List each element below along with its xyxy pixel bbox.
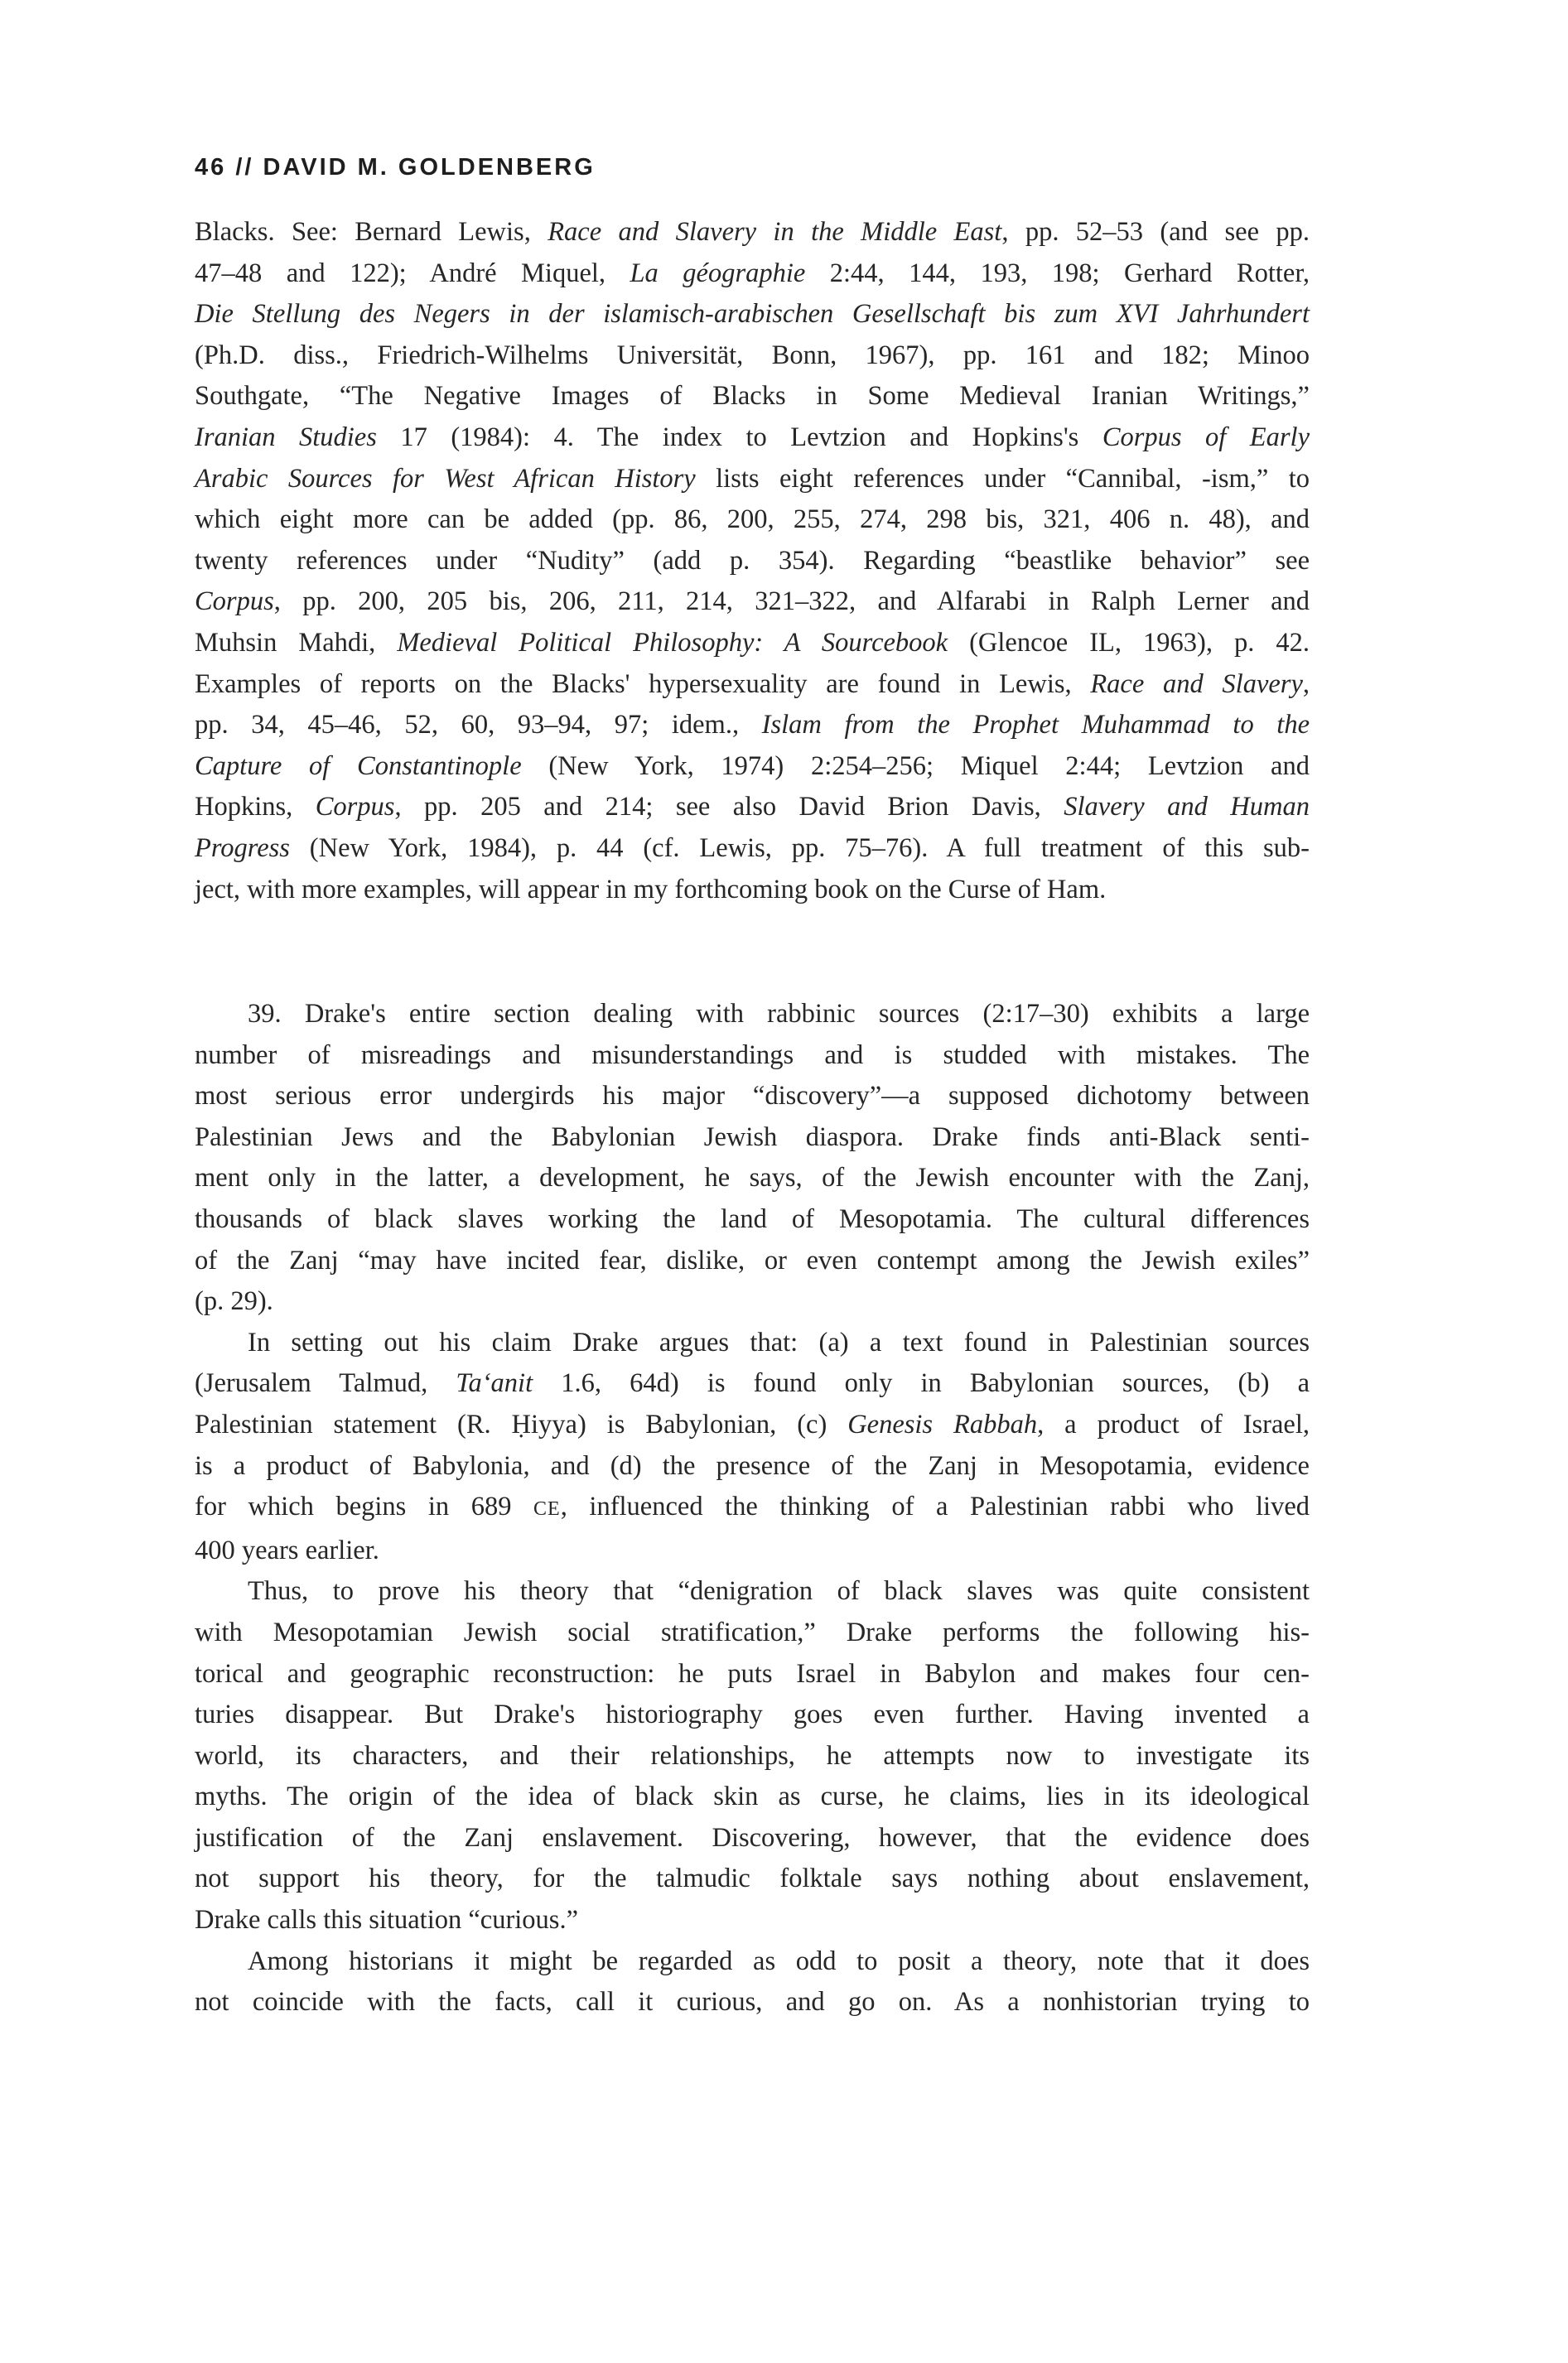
text-line xyxy=(195,1982,1310,2023)
text-line xyxy=(195,335,1310,377)
text-segment: In setting out his claim Drake argues that: (a) a text found in Palestinian sources xyxy=(248,1327,1310,1358)
text-segment: myths. The origin of the idea of black skin as curse, he claims, lies in its ideological xyxy=(195,1782,1310,1812)
text-segment: ject, with more examples, will appear in my forthcoming book on the Curse of Ham. xyxy=(195,874,1107,904)
text-line xyxy=(195,787,1310,828)
text-line xyxy=(195,746,1310,788)
text-line xyxy=(195,1035,1310,1077)
text-segment: , pp. 205 and 214; see also David Brion Davis, xyxy=(394,792,1064,822)
text-line xyxy=(195,623,1310,664)
text-line xyxy=(195,1777,1310,1818)
text-segment: , xyxy=(1302,668,1310,699)
italic-text: Corpus xyxy=(195,586,274,617)
italic-text: Iranian Studies xyxy=(195,422,377,452)
italic-text: Race and Slavery xyxy=(1090,668,1303,699)
text-segment: is a product of Babylonia, and (d) the presence of the Zanj in Mesopotamia, evidence xyxy=(195,1450,1310,1481)
text-segment: , influenced the thinking of a Palestinian rabbi who lived xyxy=(560,1492,1310,1522)
text-segment: number of misreadings and misunderstandings and is studded with mistakes. The xyxy=(195,1039,1310,1070)
text-line xyxy=(195,994,1310,1035)
text-segment: Drake calls this situation “curious.” xyxy=(195,1905,578,1936)
text-segment: Hopkins, xyxy=(195,792,316,822)
running-header xyxy=(195,154,596,181)
text-segment: not coincide with the facts, call it curious, and go on. As a nonhistorian trying to xyxy=(195,1987,1310,2018)
text-segment: world, its characters, and their relationships, he attempts now to investigate its xyxy=(195,1740,1310,1771)
text-segment: with Mesopotamian Jewish social stratification,” Drake performs the following his- xyxy=(195,1617,1310,1647)
italic-text: Islam from the Prophet Muhammad to the xyxy=(761,710,1310,740)
text-line xyxy=(195,1117,1310,1159)
text-line xyxy=(195,541,1310,582)
text-line xyxy=(195,1695,1310,1736)
text-segment: Palestinian statement (R. Ḥiyya) is Babylonian, (c) xyxy=(195,1409,848,1440)
italic-text: Die Stellung des Negers in der islamisch-arabischen Gesellschaft bis zum XVI Jahrhundert xyxy=(195,299,1310,330)
text-segment: Blacks. See: Bernard Lewis, xyxy=(195,217,548,247)
text-line xyxy=(195,1818,1310,1859)
text-segment: thousands of black slaves working the land of Mesopotamia. The cultural differences xyxy=(195,1203,1310,1234)
text-segment: Southgate, “The Negative Images of Blacks in Some Medieval Iranian Writings,” xyxy=(195,381,1310,412)
text-segment: Palestinian Jews and the Babylonian Jewish diaspora. Drake finds anti-Black senti- xyxy=(195,1121,1310,1152)
text-line xyxy=(195,499,1310,541)
italic-text: La géographie xyxy=(630,258,806,288)
text-segment: for which begins in 689 xyxy=(195,1492,534,1522)
text-segment: Muhsin Mahdi, xyxy=(195,627,398,658)
text-line xyxy=(195,1281,1310,1323)
text-line xyxy=(195,1859,1310,1900)
text-line xyxy=(195,417,1310,459)
text-segment: (p. 29). xyxy=(195,1286,273,1317)
text-segment: most serious error undergirds his major “discovery”—a supposed dichotomy between xyxy=(195,1081,1310,1112)
text-line xyxy=(195,828,1310,870)
italic-text: Arabic Sources for West African History xyxy=(195,463,696,494)
text-line xyxy=(195,581,1310,623)
text-line xyxy=(195,459,1310,500)
text-line xyxy=(195,1241,1310,1282)
italic-text: Medieval Political Philosophy: A Sourcebook xyxy=(397,627,948,658)
text-segment: Examples of reports on the Blacks' hypersexuality are found in Lewis, xyxy=(195,668,1091,699)
text-segment: 39. Drake's entire section dealing with rabbinic sources (2:17–30) exhibits a large xyxy=(248,999,1310,1029)
text-segment: (New York, 1974) 2:254–256; Miquel 2:44; Levtzion and xyxy=(521,750,1310,781)
footnote-38-continuation xyxy=(195,212,1310,910)
author-name: DAVID M. GOLDENBERG xyxy=(263,154,596,181)
text-line xyxy=(195,1900,1310,1941)
text-line xyxy=(195,1941,1310,1983)
paragraph xyxy=(195,1323,1310,1572)
text-line xyxy=(195,1654,1310,1695)
text-line xyxy=(195,664,1310,706)
paragraph xyxy=(195,1571,1310,1941)
text-segment: pp. 34, 45–46, 52, 60, 93–94, 97; idem., xyxy=(195,710,762,740)
text-line xyxy=(195,1076,1310,1117)
footnote-39 xyxy=(195,994,1310,2023)
text-line xyxy=(195,376,1310,417)
text-segment: (Ph.D. diss., Friedrich-Wilhelms Universität, Bonn, 1967), pp. 161 and 182; Minoo xyxy=(195,340,1310,370)
text-segment: 1.6, 64d) is found only in Babylonian sources, (b) a xyxy=(533,1368,1310,1399)
text-line xyxy=(195,705,1310,746)
text-line xyxy=(195,1446,1310,1488)
text-segment: Among historians it might be regarded as odd to posit a theory, note that it does xyxy=(248,1946,1310,1976)
text-segment: 17 (1984): 4. The index to Levtzion and Hopkins's xyxy=(376,422,1102,452)
text-segment: not support his theory, for the talmudic folktale says nothing about enslavement, xyxy=(195,1864,1310,1894)
text-line xyxy=(195,212,1310,253)
italic-text: Genesis Rabbah xyxy=(847,1409,1038,1440)
text-line xyxy=(195,1405,1310,1446)
text-segment: ment only in the latter, a development, he says, of the Jewish encounter with the Zanj, xyxy=(195,1163,1310,1194)
paragraph xyxy=(195,994,1310,1323)
text-segment: 47–48 and 122); André Miquel, xyxy=(195,258,630,288)
text-segment: , pp. 200, 205 bis, 206, 211, 214, 321–322, and Alfarabi in Ralph Lerner and xyxy=(273,586,1310,617)
text-line xyxy=(195,1571,1310,1613)
text-segment: torical and geographic reconstruction: he puts Israel in Babylon and makes four cen- xyxy=(195,1658,1310,1689)
italic-text: Race and Slavery in the Middle East xyxy=(548,217,1002,247)
text-segment: lists eight references under “Cannibal, -ism,” to xyxy=(695,463,1310,494)
italic-text: Capture of Constantinople xyxy=(195,750,522,781)
text-line xyxy=(195,1199,1310,1241)
text-segment: , a product of Israel, xyxy=(1037,1409,1310,1440)
text-line xyxy=(195,1613,1310,1654)
text-segment: CE xyxy=(533,1498,561,1521)
text-segment: justification of the Zanj enslavement. Discovering, however, that the evidence does xyxy=(195,1822,1310,1853)
text-line xyxy=(195,1736,1310,1777)
text-segment: 2:44, 144, 193, 198; Gerhard Rotter, xyxy=(805,258,1310,288)
text-line xyxy=(195,1363,1310,1405)
header-separator: // xyxy=(235,154,254,181)
italic-text: Progress xyxy=(195,832,290,863)
text-line xyxy=(195,1323,1310,1364)
text-line xyxy=(195,1531,1310,1572)
text-line xyxy=(195,1158,1310,1199)
text-segment: 400 years earlier. xyxy=(195,1535,379,1565)
text-segment: (Jerusalem Talmud, xyxy=(195,1368,456,1399)
text-segment: twenty references under “Nudity” (add p. 354). Regarding “beastlike behavior” see xyxy=(195,545,1310,576)
italic-text: Slavery and Human xyxy=(1064,792,1310,822)
italic-text: Corpus of Early xyxy=(1102,422,1310,452)
text-line xyxy=(195,253,1310,295)
text-segment: , pp. 52–53 (and see pp. xyxy=(1001,217,1310,247)
text-segment: (New York, 1984), p. 44 (cf. Lewis, pp. 75–76). A full treatment of this sub- xyxy=(289,832,1310,863)
italic-text: Corpus xyxy=(315,792,395,822)
page-number: 46 xyxy=(195,154,227,181)
italic-text: Ta‘anit xyxy=(456,1368,533,1399)
text-segment: turies disappear. But Drake's historiography goes even further. Having invented a xyxy=(195,1700,1310,1730)
text-line xyxy=(195,1487,1310,1531)
paragraph xyxy=(195,1941,1310,2023)
text-segment: (Glencoe IL, 1963), p. 42. xyxy=(948,627,1310,658)
text-segment: of the Zanj “may have incited fear, dislike, or even contempt among the Jewish exiles” xyxy=(195,1245,1310,1276)
text-line xyxy=(195,294,1310,335)
text-line xyxy=(195,870,1310,911)
text-segment: Thus, to prove his theory that “denigration of black slaves was quite consistent xyxy=(248,1576,1310,1607)
text-segment: which eight more can be added (pp. 86, 200, 255, 274, 298 bis, 321, 406 n. 48), and xyxy=(195,504,1310,535)
